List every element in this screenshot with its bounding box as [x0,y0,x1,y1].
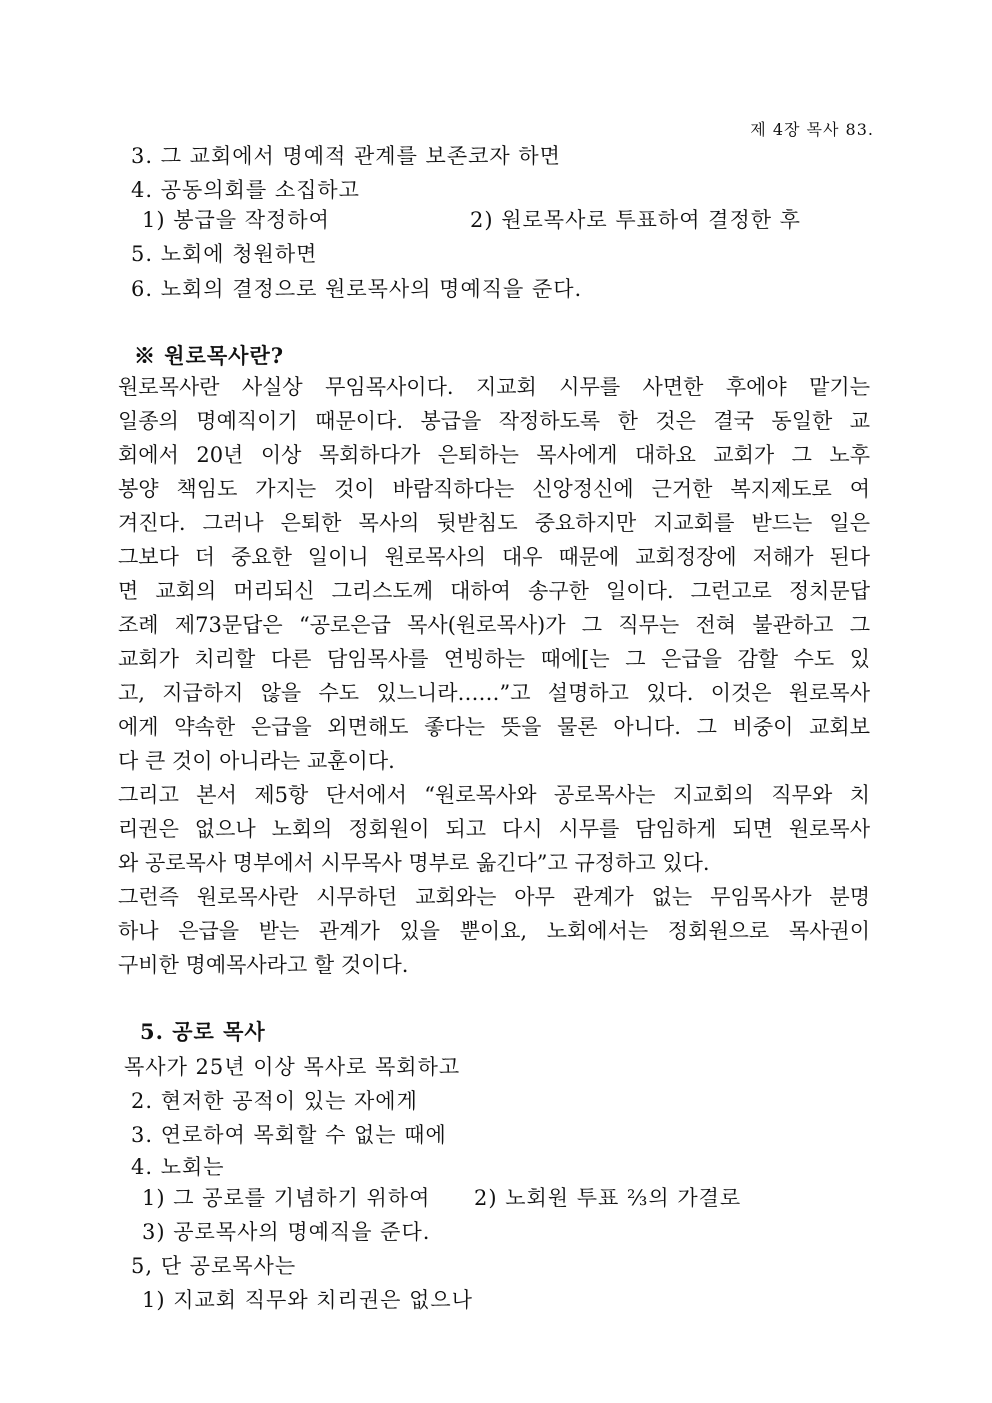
paragraph-line: 겨진다. 그러나 은퇴한 목사의 뒷받침도 중요하지만 지교회를 받드는 일은 [118,511,870,535]
paragraph-line: 그런즉 원로목사란 시무하던 교회와는 아무 관계가 없는 무임목사가 분명 [118,885,870,909]
sub-list-item: 1) 그 공로를 기념하기 위하여 [142,1186,431,1210]
paragraph-line: 고, 지급하지 않을 수도 있느니라……”고 설명하고 있다. 이것은 원로목사 [118,681,870,705]
list-item: 4. 노회는 [131,1155,225,1179]
list-item: 목사가 25년 이상 목사로 목회하고 [124,1055,461,1079]
paragraph-line: 에게 약속한 은급을 외면해도 좋다는 뜻을 물론 아니다. 그 비중이 교회보 [118,715,870,739]
note-heading: ※ 원로목사란? [134,343,285,368]
list-item: 2. 현저한 공적이 있는 자에게 [131,1089,418,1113]
paragraph-line: 하나 은급을 받는 관계가 있을 뿐이요, 노회에서는 정회원으로 목사권이 [118,919,870,943]
paragraph-line: 와 공로목사 명부에서 시무목사 명부로 옮긴다”고 규정하고 있다. [118,851,710,875]
paragraph-line: 봉양 책임도 가지는 것이 바람직하다는 신앙정신에 근거한 복지제도로 여 [118,477,870,501]
running-head: 제 4장 목사 83. [750,120,874,139]
paragraph-line: 원로목사란 사실상 무임목사이다. 지교회 시무를 사면한 후에야 맡기는 [118,375,870,399]
list-item: 3. 연로하여 목회할 수 없는 때에 [131,1123,447,1147]
list-item: 6. 노회의 결정으로 원로목사의 명예직을 준다. [131,277,583,301]
list-item: 4. 공동의회를 소집하고 [131,178,360,202]
list-item: 5. 노회에 청원하면 [131,242,318,266]
list-item: 5, 단 공로목사는 [131,1254,297,1278]
section-heading: 5. 공로 목사 [140,1019,266,1044]
paragraph-line: 교회가 치리할 다른 담임목사를 연빙하는 때에[는 그 은급을 감할 수도 있 [118,647,870,671]
list-item: 3. 그 교회에서 명예적 관계를 보존코자 하면 [131,144,561,168]
paragraph-line: 다 큰 것이 아니라는 교훈이다. [118,749,395,773]
paragraph-line: 그리고 본서 제5항 단서에서 “원로목사와 공로목사는 지교회의 직무와 치 [118,783,870,807]
paragraph-line: 조례 제73문답은 “공로은급 목사(원로목사)가 그 직무는 전혀 불관하고 그 [118,613,870,637]
sub-list-item: 3) 공로목사의 명예직을 준다. [142,1220,431,1244]
sub-list-item: 2) 원로목사로 투표하여 결정한 후 [470,208,801,232]
sub-list-item: 1) 봉급을 작정하여 [142,208,330,232]
sub-list-item: 2) 노회원 투표 ⅔의 가결로 [474,1186,742,1210]
paragraph-line: 그보다 더 중요한 일이니 원로목사의 대우 때문에 교회정장에 저해가 된다 [118,545,870,569]
paragraph-line: 리권은 없으나 노회의 정회원이 되고 다시 시무를 담임하게 되면 원로목사 [118,817,870,841]
paragraph-line: 일종의 명예직이기 때문이다. 봉급을 작정하도록 한 것은 결국 동일한 교 [118,409,870,433]
paragraph-line: 회에서 20년 이상 목회하다가 은퇴하는 목사에게 대하요 교회가 그 노후 [118,443,870,467]
paragraph-line: 구비한 명예목사라고 할 것이다. [118,953,409,977]
paragraph-line: 면 교회의 머리되신 그리스도께 대하여 송구한 일이다. 그런고로 정치문답 [118,579,870,603]
sub-list-item: 1) 지교회 직무와 치리권은 없으나 [142,1288,473,1312]
